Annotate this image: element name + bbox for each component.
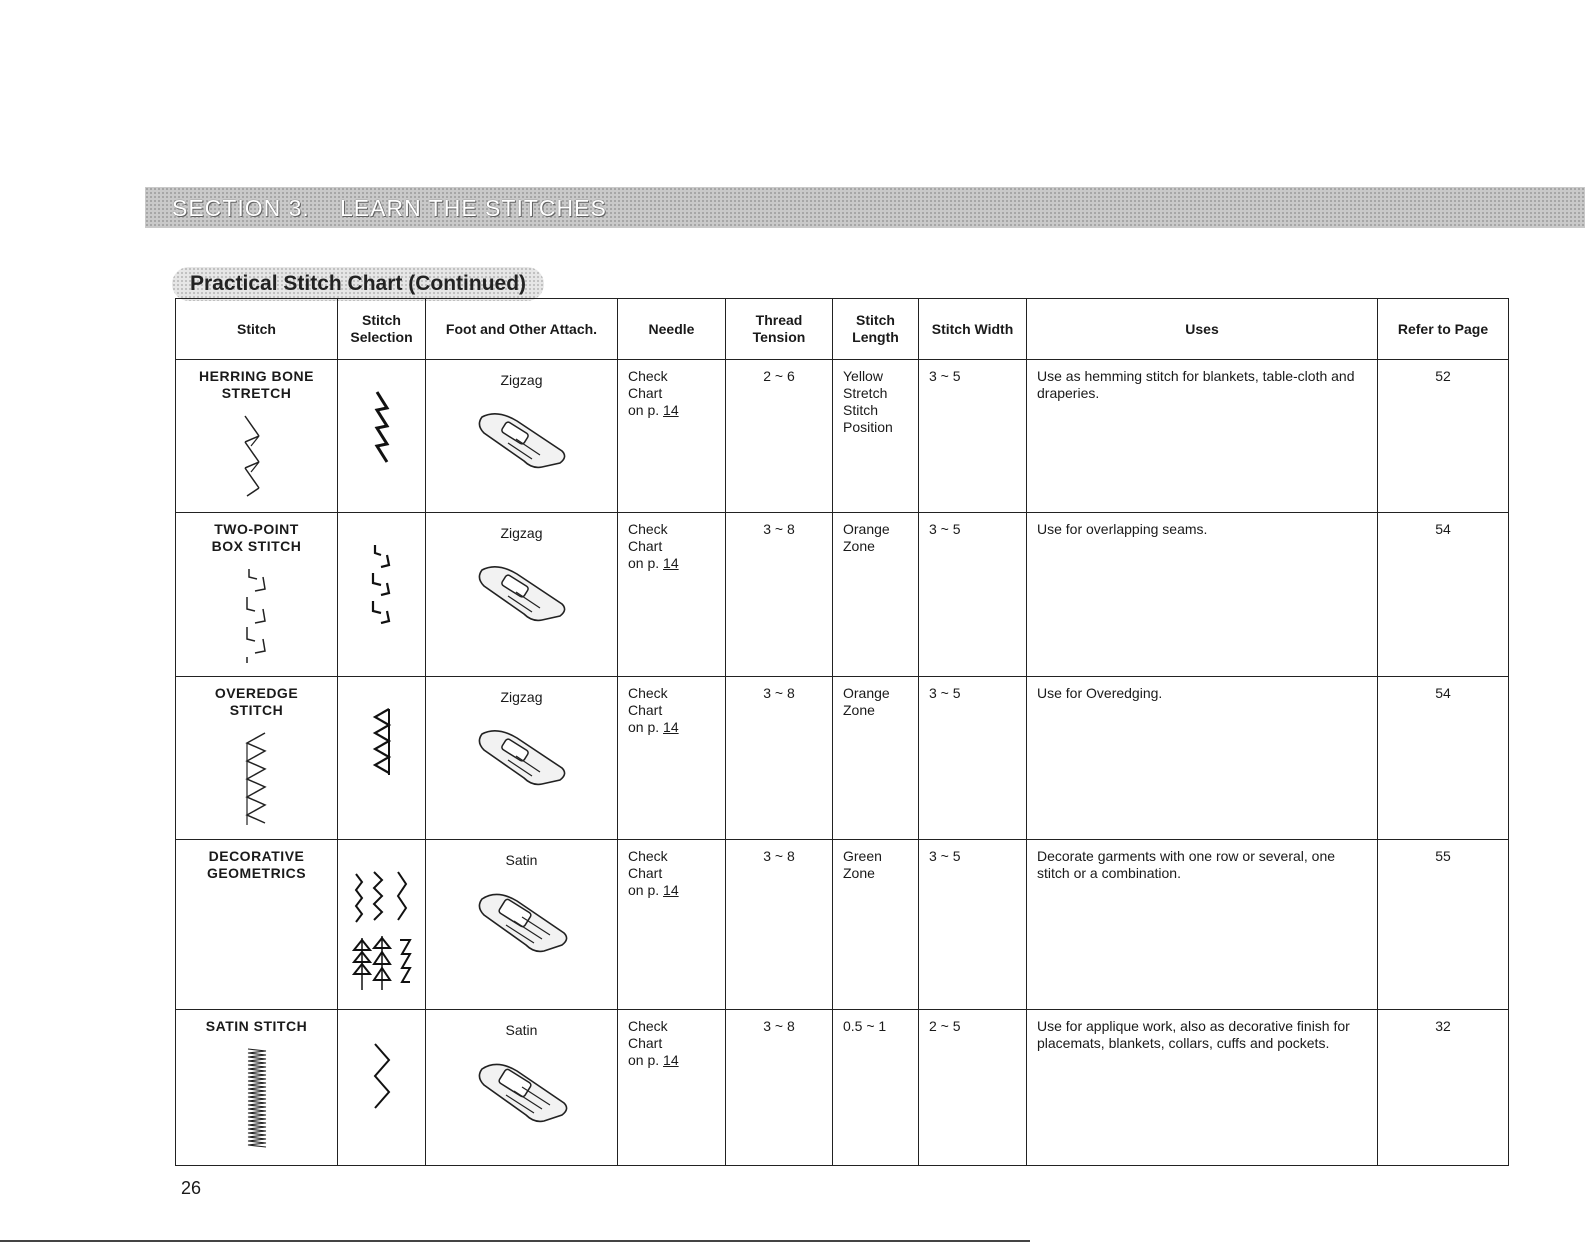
needle-text: Chart <box>628 701 663 718</box>
foot-label: Zigzag <box>500 525 543 542</box>
box-stitch-icon <box>237 565 277 665</box>
overedge-selection-icon <box>367 705 397 785</box>
stitch-name: TWO-POINT <box>214 521 299 538</box>
header-length: Stitch Length <box>833 299 919 360</box>
stitch-selection-cell <box>338 1009 426 1165</box>
bottom-rule <box>0 1240 1030 1242</box>
length-cell: Orange Zone <box>833 513 919 676</box>
uses-cell: Use as hemming stitch for blankets, table-cloth and draperies. <box>1027 360 1378 513</box>
needle-page-ref: 14 <box>663 555 679 572</box>
needle-text: Check <box>628 684 668 701</box>
width-cell: 3 ~ 5 <box>919 676 1027 839</box>
stitch-name-cell <box>176 840 338 1010</box>
herringbone-selection-icon <box>367 388 397 468</box>
uses-cell: Use for applique work, also as decorative finish for placemats, blankets, collars, cuffs and pockets. <box>1027 1009 1378 1165</box>
needle-cell <box>618 513 726 676</box>
width-cell: 2 ~ 5 <box>919 1009 1027 1165</box>
width-cell: 3 ~ 5 <box>919 360 1027 513</box>
header-uses: Uses <box>1027 299 1378 360</box>
overedge-stitch-icon <box>237 729 277 829</box>
foot-cell <box>426 840 618 1010</box>
refer-cell: 32 <box>1378 1009 1509 1165</box>
needle-cell <box>618 1009 726 1165</box>
satin-selection-icon <box>367 1038 397 1118</box>
table-row <box>176 676 1509 839</box>
uses-cell: Use for Overedging. <box>1027 676 1378 839</box>
foot-cell <box>426 360 618 513</box>
width-cell: 3 ~ 5 <box>919 840 1027 1010</box>
zigzag-foot-icon <box>472 407 572 477</box>
table-row <box>176 840 1509 1010</box>
stitch-name: HERRING BONE <box>199 368 314 384</box>
needle-cell <box>618 360 726 513</box>
needle-text: Check <box>628 1017 668 1034</box>
satin-stitch-icon <box>242 1045 272 1155</box>
stitch-name-cell <box>176 513 338 676</box>
stitch-chart-table <box>175 298 1509 1166</box>
header-tension: Thread Tension <box>726 299 833 360</box>
needle-page-ref: 14 <box>663 882 679 899</box>
stitch-selection-cell <box>338 676 426 839</box>
needle-text: Check <box>628 368 668 384</box>
needle-page-ref: 14 <box>663 718 679 735</box>
needle-page-ref: 14 <box>663 402 679 418</box>
stitch-selection-cell <box>338 513 426 676</box>
length-cell: 0.5 ~ 1 <box>833 1009 919 1165</box>
section-number: SECTION 3. <box>172 195 310 221</box>
satin-foot-icon <box>472 887 572 962</box>
stitch-selection-cell <box>338 360 426 513</box>
herringbone-stitch-icon <box>237 412 277 502</box>
stitch-name: OVEREDGE <box>214 684 299 701</box>
length-cell: Green Zone <box>833 840 919 1010</box>
tension-cell: 3 ~ 8 <box>726 513 833 676</box>
table-row <box>176 513 1509 676</box>
needle-text: on p. <box>628 402 660 418</box>
refer-cell: 54 <box>1378 676 1509 839</box>
header-row <box>176 299 1509 360</box>
foot-cell <box>426 1009 618 1165</box>
foot-label: Zigzag <box>500 688 543 705</box>
section-title: LEARN THE STITCHES <box>340 195 607 221</box>
needle-text: on p. <box>628 882 660 899</box>
satin-foot-icon <box>472 1057 572 1132</box>
length-cell: Orange Zone <box>833 676 919 839</box>
header-selection: Stitch Selection <box>338 299 426 360</box>
section-header-bar <box>145 187 1585 228</box>
uses-cell: Use for overlapping seams. <box>1027 513 1378 676</box>
refer-cell: 55 <box>1378 840 1509 1010</box>
stitch-name-cell <box>176 676 338 839</box>
table-row <box>176 360 1509 513</box>
page-number: 26 <box>181 1178 202 1198</box>
tension-cell: 3 ~ 8 <box>726 1009 833 1165</box>
refer-cell: 52 <box>1378 360 1509 513</box>
foot-cell <box>426 513 618 676</box>
foot-label: Satin <box>505 1021 538 1038</box>
stitch-name-2: STRETCH <box>221 385 292 401</box>
needle-text: Check <box>628 848 668 865</box>
needle-cell <box>618 676 726 839</box>
stitch-name-2: GEOMETRICS <box>206 865 307 882</box>
stitch-name: DECORATIVE <box>208 848 305 865</box>
refer-cell: 54 <box>1378 513 1509 676</box>
zigzag-foot-icon <box>472 724 572 794</box>
needle-text: Chart <box>628 1034 663 1051</box>
needle-text: on p. <box>628 718 660 735</box>
zigzag-foot-icon <box>472 560 572 630</box>
header-width: Stitch Width <box>919 299 1027 360</box>
stitch-name: SATIN STITCH <box>205 1017 308 1034</box>
stitch-name-2: BOX STITCH <box>211 538 302 555</box>
tension-cell: 3 ~ 8 <box>726 840 833 1010</box>
foot-label: Zigzag <box>500 372 543 388</box>
needle-text: Check <box>628 521 668 538</box>
needle-text: Chart <box>628 385 663 401</box>
chart-title: Practical Stitch Chart (Continued) <box>172 267 544 301</box>
stitch-name-2: STITCH <box>229 701 284 718</box>
header-refer: Refer to Page <box>1378 299 1509 360</box>
header-needle: Needle <box>618 299 726 360</box>
needle-text: on p. <box>628 555 660 572</box>
needle-cell <box>618 840 726 1010</box>
stitch-name-cell <box>176 1009 338 1165</box>
uses-cell: Decorate garments with one row or several, one stitch or a combination. <box>1027 840 1378 1010</box>
stitch-selection-cell <box>338 840 426 1010</box>
needle-text: Chart <box>628 538 663 555</box>
stitch-name-cell <box>176 360 338 513</box>
needle-page-ref: 14 <box>663 1051 679 1068</box>
foot-cell <box>426 676 618 839</box>
tension-cell: 3 ~ 8 <box>726 676 833 839</box>
header-foot: Foot and Other Attach. <box>426 299 618 360</box>
foot-label: Satin <box>505 852 538 869</box>
table-row <box>176 1009 1509 1165</box>
needle-text: on p. <box>628 1051 660 1068</box>
header-stitch: Stitch <box>176 299 338 360</box>
tension-cell: 2 ~ 6 <box>726 360 833 513</box>
box-selection-icon <box>367 541 397 631</box>
length-cell: Yellow Stretch Stitch Position <box>833 360 919 513</box>
needle-text: Chart <box>628 865 663 882</box>
width-cell: 3 ~ 5 <box>919 513 1027 676</box>
geometric-stitch-icon <box>348 868 418 998</box>
